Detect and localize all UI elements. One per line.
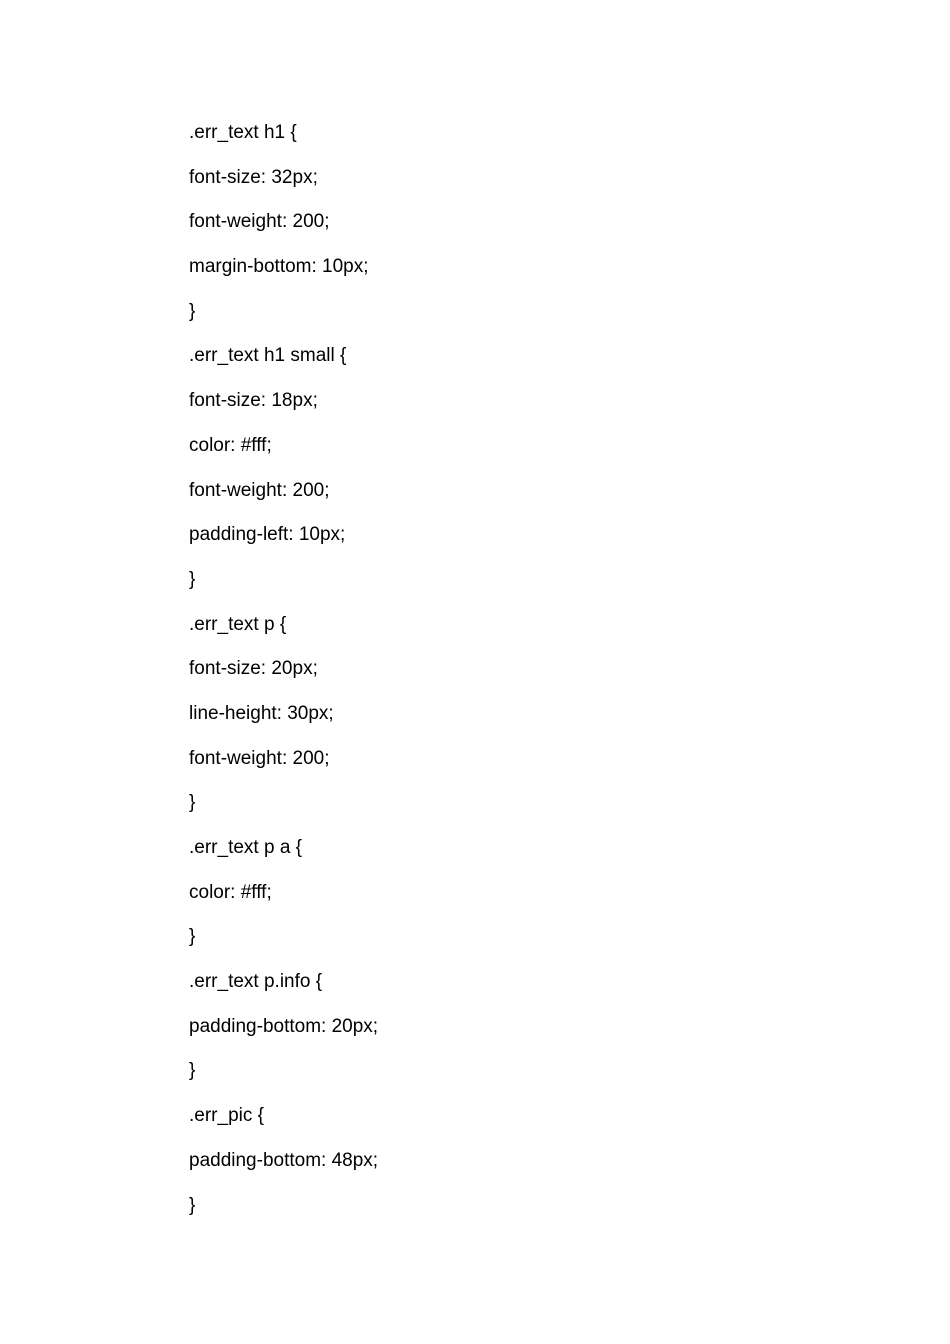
text-line: } <box>189 300 196 322</box>
text-line: } <box>189 1060 196 1082</box>
text-line: .err_text p.info { <box>189 971 323 993</box>
text-line: padding-bottom: 20px; <box>189 1015 379 1037</box>
text-line: font-weight: 200; <box>189 747 330 769</box>
text-line: .err_pic { <box>189 1105 264 1127</box>
text-line: margin-bottom: 10px; <box>189 256 369 278</box>
text-line: .err_text p a { <box>189 837 303 858</box>
text-line: font-size: 32px; <box>189 166 318 188</box>
text-line: font-size: 18px; <box>189 390 318 412</box>
text-line: } <box>189 568 196 590</box>
text-line: padding-bottom: 48px; <box>189 1149 379 1171</box>
text-line: font-size: 20px; <box>189 658 318 680</box>
text-line: } <box>189 1194 196 1216</box>
text-line: } <box>189 926 196 948</box>
text-line: .err_text p { <box>189 613 287 635</box>
text-line: font-weight: 200; <box>189 211 330 233</box>
text-line: line-height: 30px; <box>189 702 334 724</box>
text-line: .err_text h1 small { <box>189 345 347 367</box>
text-line: .err_text h1 { <box>189 122 297 143</box>
text-line: color: #fff; <box>189 881 272 903</box>
text-line: font-weight: 200; <box>189 479 330 501</box>
text-line: color: #fff; <box>189 434 272 456</box>
text-line: } <box>189 792 196 814</box>
text-line: padding-left: 10px; <box>189 524 346 546</box>
code-text-block <box>189 117 378 1234</box>
